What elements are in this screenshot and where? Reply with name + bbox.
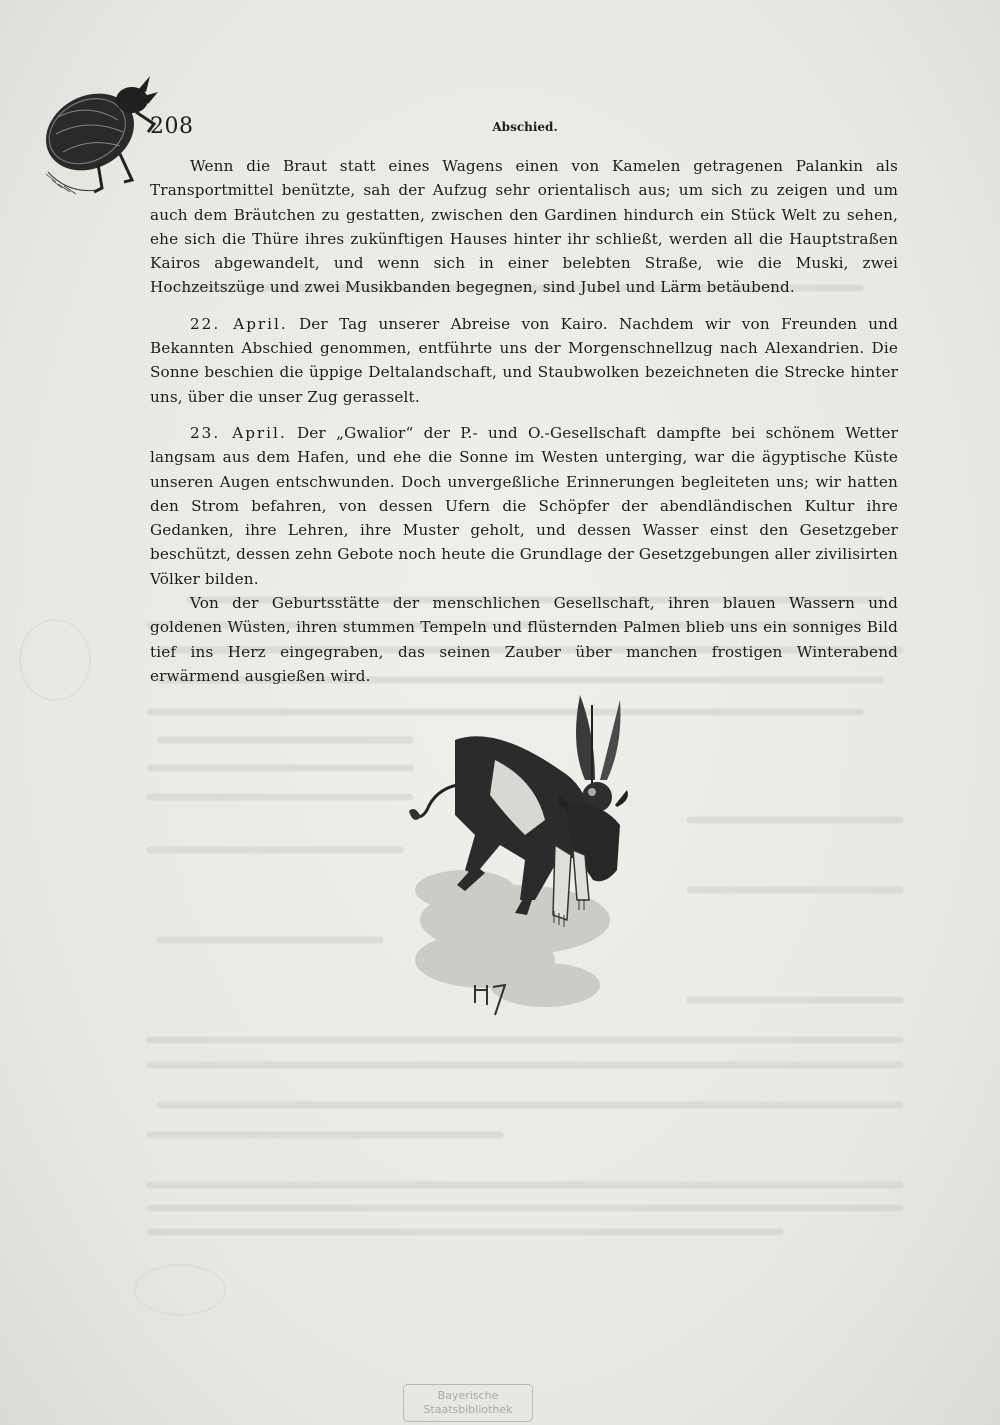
library-stamp-line-1: Bayerische [437, 1389, 499, 1402]
paragraph-farewell: Von der Geburtsstätte der menschlichen Gesellschaft, ihren blauen Wassern und goldenen Wüsten, ihren stummen Tempeln und flüsternden Palmen blieb uns ein sonniges Bild tief ins Herz eingegraben, das seinen Zauber über manchen frostigen Winterabend erwärmend ausgießen wird. [150, 594, 898, 685]
library-stamp [403, 1384, 533, 1422]
running-head: Abschied. [492, 120, 558, 134]
date-april-23: 23. April. [190, 423, 287, 442]
body-text [150, 154, 898, 700]
paragraph-april-23-text: Der „Gwalior“ der P.- und O.-Gesellschaft dampfte bei schönem Wetter langsam aus dem Hafen, und ehe die Sonne im Westen unterging, war die ägyptische Küste unseren Augen entschwunden. Doch unvergeßliche Erinnerungen begleiteten uns; wir hatten den Strom befahren, von dessen Ufern die Schöpfer der abendländischen Kultur ihre Gedanken, ihre Lehren, ihre Muster geholt, und dessen Wasser einst den Gesetzgeber beschützt, dessen zehn Gebote noch heute die Grundlage der Gesetzgebungen aller zivilisirten Völker bilden. [150, 423, 898, 588]
paragraph-april-22-text: Der Tag unserer Abreise von Kairo. Nachdem wir von Freunden und Bekannten Abschied genommen, entführte uns der Morgenschnellzug nach Alexandrien. Die Sonne beschien die üppige Deltalandschaft, und Staubwolken bezeichneten die Strecke hinter uns, über die unser Zug gerasselt. [150, 314, 898, 406]
paragraph-april-22 [150, 312, 898, 409]
date-april-22: 22. April. [190, 314, 288, 333]
library-stamp-line-2: Staatsbibliothek [423, 1403, 513, 1416]
scarab-beetle-illustration [28, 62, 168, 202]
page-number: 208 [150, 114, 194, 139]
paragraph-wedding: Wenn die Braut statt eines Wagens einen von Kamelen getragenen Palankin als Transportmittel benützte, sah der Aufzug sehr orientalisch aus; um sich zu zeigen und um auch dem Bräutchen zu gestatten, zwischen den Gardinen hindurch ein Stück Welt zu sehen, ehe sich die Thüre ihres zukünftigen Hauses hinter ihr schließt, werden all die Hauptstraßen Kairos abgewandelt, und wenn sich in einer belebten Straße, wie die Muski, zwei Hochzeitszüge und zwei Musikbanden begegnen, sind Jubel und Lärm betäubend. [150, 157, 898, 297]
apis-bull-illustration [395, 685, 665, 1030]
paragraph-april-23 [150, 421, 898, 591]
